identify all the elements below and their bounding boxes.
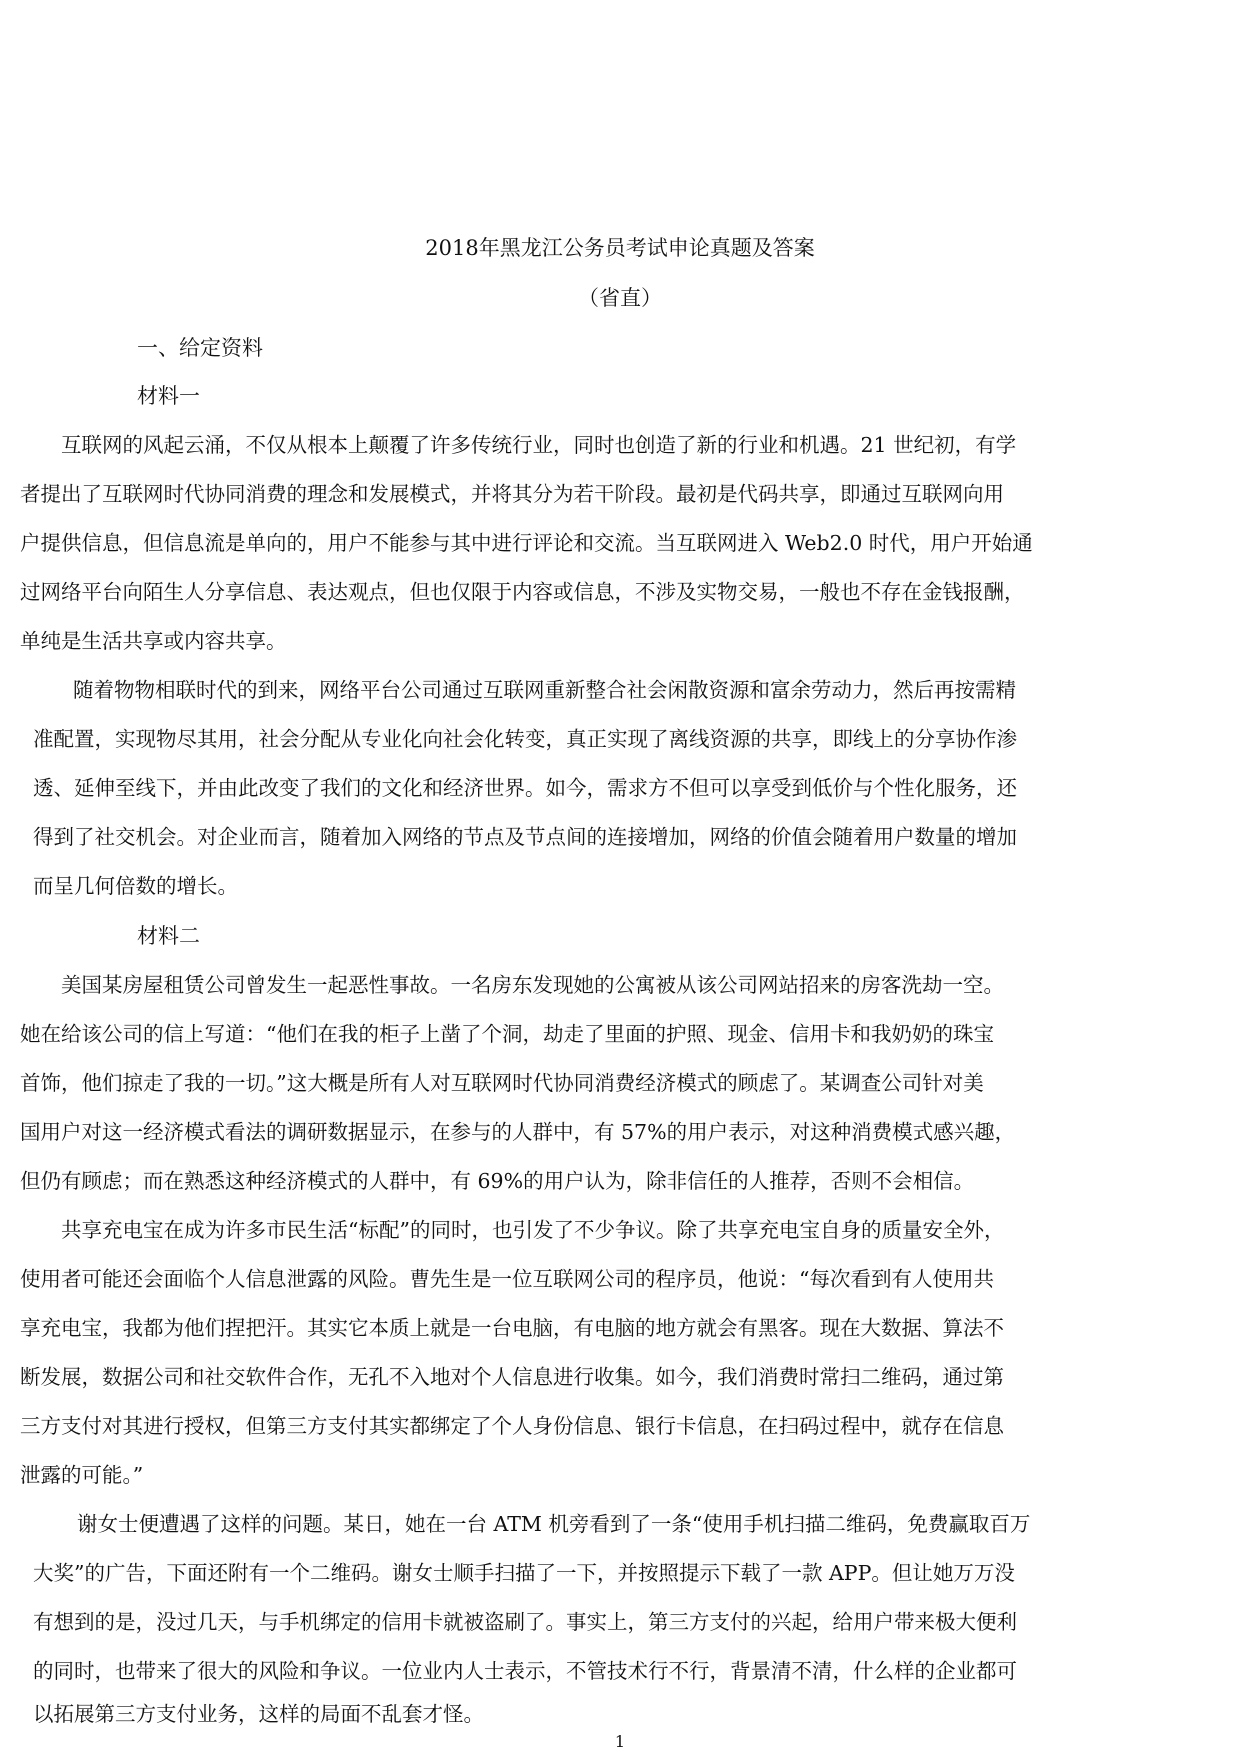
document-title: 2018年黑龙江公务员考试申论真题及答案 <box>425 236 815 260</box>
paragraph-line: 共享充电宝在成为许多市民生活“标配”的同时，也引发了不少争议。除了共享充电宝自身的质量安全外， <box>61 1218 1005 1242</box>
paragraph-line: 的同时，也带来了很大的风险和争议。一位业内人士表示，不管技术行不行，背景清不清，什么样的企业都可 <box>33 1659 1017 1683</box>
paragraph-line: 她在给该公司的信上写道：“他们在我的柜子上凿了个洞，劫走了里面的护照、现金、信用卡和我奶奶的珠宝 <box>20 1022 994 1046</box>
paragraph-line: 随着物物相联时代的到来，网络平台公司通过互联网重新整合社会闲散资源和富余劳动力，然后再按需精 <box>73 678 1016 702</box>
paragraph-line: 者提出了互联网时代协同消费的理念和发展模式，并将其分为若干阶段。最初是代码共享，即通过互联网向用 <box>20 482 1004 506</box>
paragraph-line: 使用者可能还会面临个人信息泄露的风险。曹先生是一位互联网公司的程序员，他说：“每次看到有人使用共 <box>20 1267 994 1291</box>
paragraph-line: 而呈几何倍数的增长。 <box>33 874 238 898</box>
paragraph-line: 但仍有顾虑；而在熟悉这种经济模式的人群中，有 69%的用户认为，除非信任的人推荐，否则不会相信。 <box>20 1169 975 1193</box>
paragraph-line: 泄露的可能。” <box>20 1463 144 1487</box>
paragraph-line: 得到了社交机会。对企业而言，随着加入网络的节点及节点间的连接增加，网络的价值会随着用户数量的增加 <box>33 825 1017 849</box>
paragraph-line: 大奖”的广告，下面还附有一个二维码。谢女士顺手扫描了一下，并按照提示下载了一款 APP。但让她万万没 <box>33 1561 1015 1585</box>
paragraph-line: 国用户对这一经济模式看法的调研数据显示，在参与的人群中，有 57%的用户表示，对这种消费模式感兴趣， <box>20 1120 1016 1144</box>
section-heading: 一、给定资料 <box>137 336 263 360</box>
paragraph-line: 单纯是生活共享或内容共享。 <box>20 629 287 653</box>
paragraph-line: 谢女士便遭遇了这样的问题。某日，她在一台 ATM 机旁看到了一条“使用手机扫描二维码，免费赢取百万 <box>77 1512 1031 1536</box>
paragraph-line: 有想到的是，没过几天，与手机绑定的信用卡就被盗刷了。事实上，第三方支付的兴起，给用户带来极大便利 <box>33 1610 1017 1634</box>
paragraph-line: 准配置，实现物尽其用，社会分配从专业化向社会化转变，真正实现了离线资源的共享，即线上的分享协作渗 <box>33 727 1017 751</box>
page-number: 1 <box>614 1732 626 1751</box>
material2-heading: 材料二 <box>137 924 200 948</box>
paragraph-line: 户提供信息，但信息流是单向的，用户不能参与其中进行评论和交流。当互联网进入 Web2.0 时代，用户开始通 <box>20 531 1033 555</box>
paragraph-line: 享充电宝，我都为他们捏把汗。其实它本质上就是一台电脑，有电脑的地方就会有黑客。现在大数据、算法不 <box>20 1316 1004 1340</box>
paragraph-line: 互联网的风起云涌，不仅从根本上颠覆了许多传统行业，同时也创造了新的行业和机遇。21 世纪初，有学 <box>61 433 1017 457</box>
paragraph-line: 过网络平台向陌生人分享信息、表达观点，但也仅限于内容或信息，不涉及实物交易，一般也不存在金钱报酬， <box>20 580 1025 604</box>
document-subtitle: （省直） <box>578 286 662 310</box>
paragraph-line: 断发展，数据公司和社交软件合作，无孔不入地对个人信息进行收集。如今，我们消费时常扫二维码，通过第 <box>20 1365 1004 1389</box>
material1-heading: 材料一 <box>137 384 200 408</box>
paragraph-line: 三方支付对其进行授权，但第三方支付其实都绑定了个人身份信息、银行卡信息，在扫码过程中，就存在信息 <box>20 1414 1004 1438</box>
paragraph-line: 以拓展第三方支付业务，这样的局面不乱套才怪。 <box>33 1702 484 1726</box>
paragraph-line: 美国某房屋租赁公司曾发生一起恶性事故。一名房东发现她的公寓被从该公司网站招来的房客洗劫一空。 <box>61 973 1004 997</box>
paragraph-line: 首饰，他们掠走了我的一切。”这大概是所有人对互联网时代协同消费经济模式的顾虑了。某调查公司针对美 <box>20 1071 984 1095</box>
paragraph-line: 透、延伸至线下，并由此改变了我们的文化和经济世界。如今，需求方不但可以享受到低价与个性化服务，还 <box>33 776 1017 800</box>
